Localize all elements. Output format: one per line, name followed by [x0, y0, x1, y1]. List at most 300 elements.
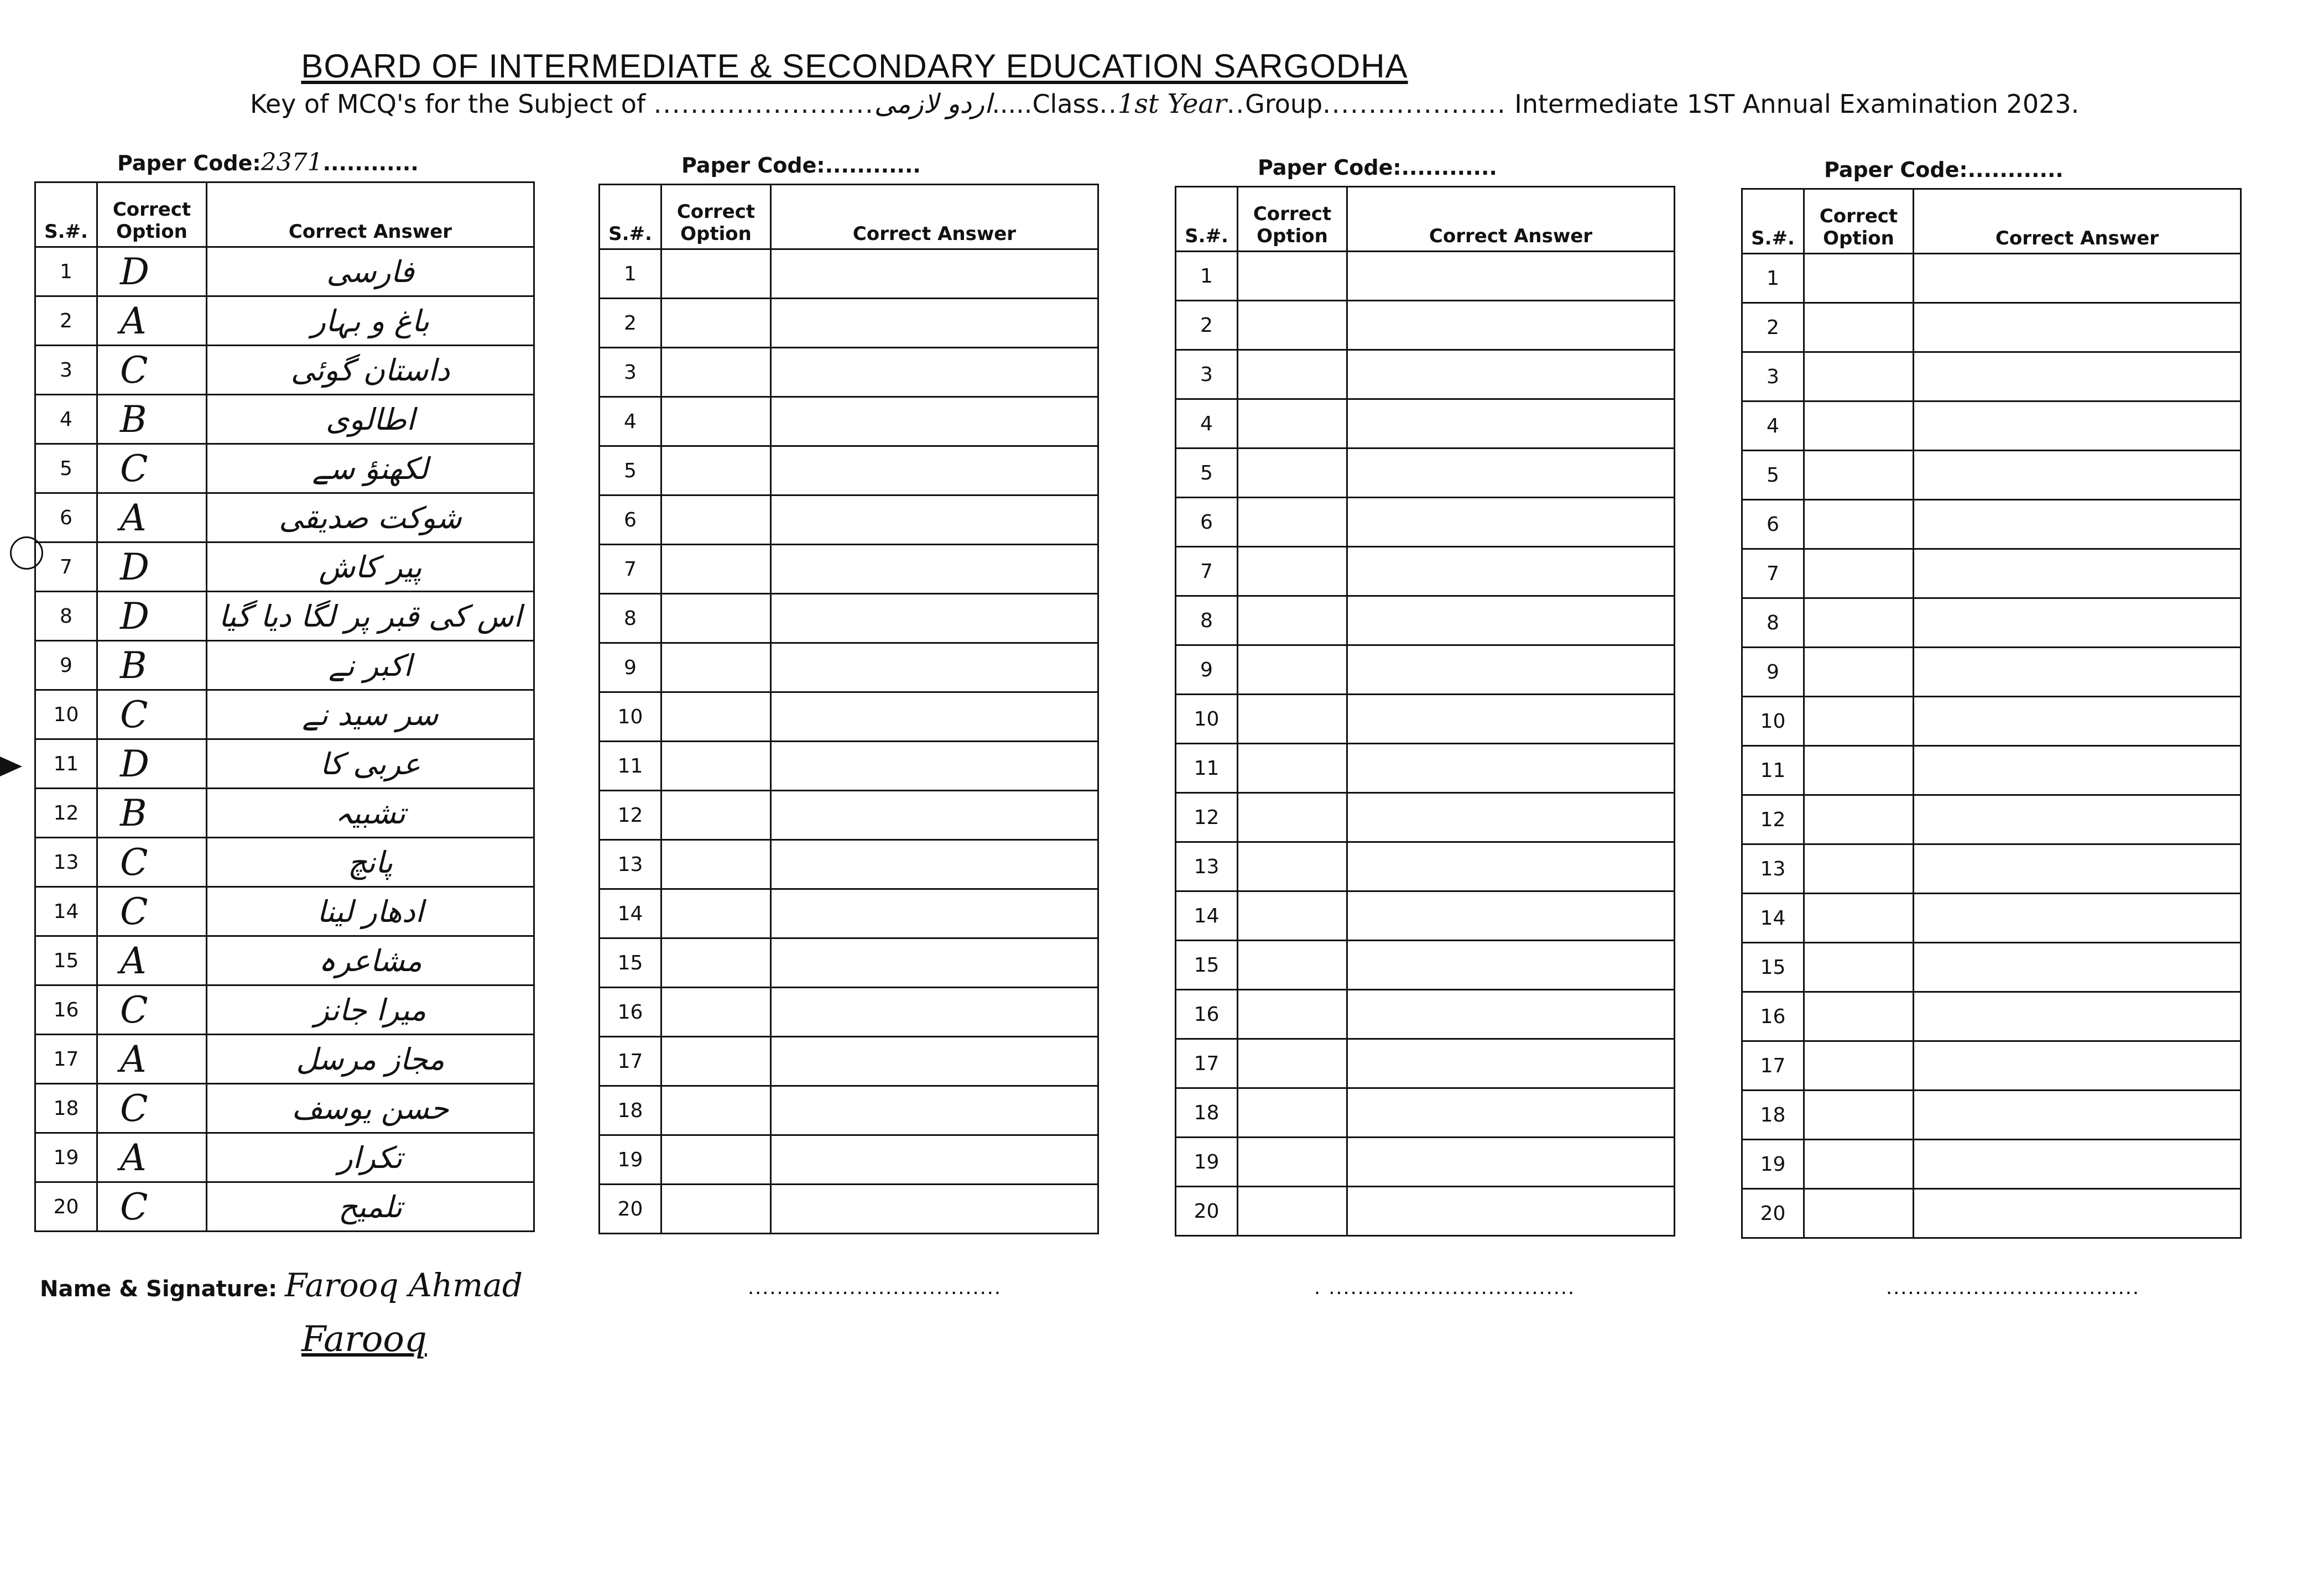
correct-answer — [1347, 793, 1675, 842]
row-number: 19 — [1742, 1140, 1804, 1189]
correct-answer — [1347, 1187, 1675, 1236]
paper-code-label: Paper Code: — [117, 151, 261, 175]
paper-code-label: Paper Code: — [1824, 158, 1968, 182]
correct-option: A — [97, 493, 207, 543]
correct-option — [1238, 350, 1347, 399]
correct-option: D — [97, 739, 207, 789]
table-row — [1742, 992, 2241, 1041]
row-number: 5 — [1742, 451, 1804, 500]
correct-answer — [771, 249, 1098, 299]
table-row — [35, 346, 534, 395]
correct-option — [661, 397, 771, 446]
correct-answer — [771, 643, 1098, 692]
table-row — [35, 1084, 534, 1133]
table-row — [35, 985, 534, 1035]
correct-answer — [1914, 992, 2241, 1041]
row-number: 4 — [600, 397, 661, 446]
row-number: 13 — [1742, 844, 1804, 894]
correct-option — [661, 496, 771, 545]
correct-option — [1238, 399, 1347, 448]
table-row — [1176, 448, 1675, 498]
table-row — [600, 249, 1098, 299]
correct-option — [1804, 1140, 1914, 1189]
subject-line: Key of MCQ's for the Subject of ........................اردو لازمی.....Class..1st Year..Group.................... Intermediate 1ST Annual Examination 2023. — [250, 88, 2080, 119]
correct-option: A — [97, 936, 207, 985]
correct-answer: شوکت صدیقی — [207, 493, 534, 543]
row-number: 10 — [1176, 695, 1238, 744]
correct-answer — [1914, 795, 2241, 844]
correct-answer — [1914, 549, 2241, 598]
table-row — [600, 397, 1098, 446]
board-title: BOARD OF INTERMEDIATE & SECONDARY EDUCATION SARGODHA — [301, 48, 1408, 85]
table-row — [35, 1035, 534, 1084]
table-row — [35, 690, 534, 739]
col-answer-header: Correct Answer — [1347, 187, 1675, 252]
correct-option — [1238, 1187, 1347, 1236]
col-option-header: Correct Option — [661, 185, 771, 249]
correct-answer — [1914, 1041, 2241, 1091]
correct-answer: مجاز مرسل — [207, 1035, 534, 1084]
row-number: 7 — [1176, 547, 1238, 596]
col-option-header: Correct Option — [97, 182, 207, 247]
correct-answer — [1347, 547, 1675, 596]
correct-answer — [1347, 990, 1675, 1039]
correct-option: B — [97, 789, 207, 838]
row-number: 7 — [1742, 549, 1804, 598]
signature-initials: Farooq — [301, 1319, 427, 1360]
correct-answer — [1914, 1140, 2241, 1189]
correct-answer — [771, 791, 1098, 840]
table-row — [35, 592, 534, 641]
row-number: 18 — [600, 1086, 661, 1135]
table-row — [1176, 891, 1675, 941]
correct-option — [661, 594, 771, 643]
col-option-header: Correct Option — [1238, 187, 1347, 252]
correct-option — [661, 348, 771, 397]
group-label: Group — [1245, 89, 1323, 119]
table-row — [1742, 746, 2241, 795]
answer-panel — [598, 153, 1099, 1234]
correct-answer — [1914, 746, 2241, 795]
row-number: 2 — [1742, 303, 1804, 352]
row-number: 3 — [1742, 352, 1804, 401]
correct-answer — [1914, 303, 2241, 352]
correct-answer — [1914, 598, 2241, 648]
table-row — [35, 887, 534, 936]
correct-option — [661, 692, 771, 742]
col-sno-header: S.#. — [600, 185, 661, 249]
row-number: 20 — [1742, 1189, 1804, 1238]
correct-answer — [1914, 451, 2241, 500]
table-row — [1176, 399, 1675, 448]
table-row — [600, 348, 1098, 397]
table-row — [1742, 1189, 2241, 1238]
table-row — [35, 543, 534, 592]
signature-blank-2: ................................... — [748, 1275, 1002, 1299]
correct-option — [1238, 252, 1347, 301]
col-answer-header: Correct Answer — [1914, 189, 2241, 254]
table-row — [35, 838, 534, 887]
correct-answer — [771, 446, 1098, 496]
row-number: 11 — [35, 739, 97, 789]
row-number: 13 — [1176, 842, 1238, 891]
row-number: 15 — [1742, 943, 1804, 992]
correct-option — [1804, 254, 1914, 303]
correct-answer — [771, 692, 1098, 742]
correct-answer — [1347, 596, 1675, 645]
table-row — [35, 296, 534, 346]
row-number: 4 — [1176, 399, 1238, 448]
signature-label: Name & Signature: — [40, 1276, 278, 1302]
row-number: 9 — [35, 641, 97, 690]
correct-option — [1804, 1091, 1914, 1140]
correct-option — [1238, 547, 1347, 596]
table-row — [1742, 844, 2241, 894]
table-row — [1742, 500, 2241, 549]
correct-option — [661, 1135, 771, 1185]
table-row — [35, 789, 534, 838]
correct-answer — [771, 594, 1098, 643]
row-number: 15 — [1176, 941, 1238, 990]
correct-answer — [771, 840, 1098, 889]
correct-answer: باغ و بہار — [207, 296, 534, 346]
table-row — [1176, 990, 1675, 1039]
table-row — [1176, 498, 1675, 547]
correct-option: C — [97, 444, 207, 493]
paper-code: Paper Code:2371............ — [117, 148, 419, 176]
row-number: 19 — [600, 1135, 661, 1185]
table-row — [1176, 744, 1675, 793]
table-row — [1176, 842, 1675, 891]
correct-answer — [1914, 697, 2241, 746]
correct-answer: تشبیہ — [207, 789, 534, 838]
correct-answer — [1347, 1138, 1675, 1187]
row-number: 11 — [1742, 746, 1804, 795]
correct-answer — [771, 988, 1098, 1037]
table-row — [600, 594, 1098, 643]
table-row — [1176, 252, 1675, 301]
correct-answer — [1347, 350, 1675, 399]
col-sno-header: S.#. — [1176, 187, 1238, 252]
margin-arrow-mark — [0, 757, 22, 776]
correct-option — [1804, 697, 1914, 746]
row-number: 17 — [35, 1035, 97, 1084]
correct-option — [1804, 648, 1914, 697]
row-number: 17 — [1176, 1039, 1238, 1088]
table-row — [35, 739, 534, 789]
row-number: 18 — [1742, 1091, 1804, 1140]
correct-answer — [1347, 1039, 1675, 1088]
row-number: 17 — [600, 1037, 661, 1086]
row-number: 13 — [600, 840, 661, 889]
correct-answer — [1347, 498, 1675, 547]
table-row — [600, 643, 1098, 692]
correct-option: C — [97, 985, 207, 1035]
correct-answer — [771, 1135, 1098, 1185]
correct-option — [1804, 746, 1914, 795]
correct-answer — [771, 1086, 1098, 1135]
row-number: 14 — [35, 887, 97, 936]
table-row — [1742, 254, 2241, 303]
correct-answer — [1914, 254, 2241, 303]
table-row — [35, 641, 534, 690]
row-number: 9 — [1176, 645, 1238, 695]
correct-answer — [1347, 645, 1675, 695]
correct-option — [661, 791, 771, 840]
row-number: 7 — [35, 543, 97, 592]
row-number: 12 — [35, 789, 97, 838]
correct-option: C — [97, 838, 207, 887]
correct-answer — [1347, 941, 1675, 990]
row-number: 3 — [1176, 350, 1238, 399]
correct-answer: اکبر نے — [207, 641, 534, 690]
correct-answer — [771, 938, 1098, 988]
correct-option — [661, 1086, 771, 1135]
correct-option — [661, 1037, 771, 1086]
table-row — [1742, 648, 2241, 697]
subject-value: اردو لازمی — [874, 88, 992, 119]
correct-answer — [771, 496, 1098, 545]
row-number: 6 — [1742, 500, 1804, 549]
table-row — [600, 692, 1098, 742]
table-row — [1742, 549, 2241, 598]
row-number: 10 — [35, 690, 97, 739]
table-row — [1742, 1091, 2241, 1140]
class-value: 1st Year — [1117, 88, 1227, 119]
correct-answer — [1914, 500, 2241, 549]
row-number: 16 — [1742, 992, 1804, 1041]
row-number: 1 — [1176, 252, 1238, 301]
correct-answer — [1914, 894, 2241, 943]
correct-answer — [1347, 399, 1675, 448]
correct-option — [1238, 596, 1347, 645]
correct-answer — [1347, 252, 1675, 301]
correct-answer — [1347, 744, 1675, 793]
correct-option — [661, 299, 771, 348]
table-row — [1176, 695, 1675, 744]
answer-table — [598, 184, 1099, 1234]
row-number: 1 — [1742, 254, 1804, 303]
correct-answer: پیر کاش — [207, 543, 534, 592]
correct-option: A — [97, 1035, 207, 1084]
table-row — [600, 1135, 1098, 1185]
table-row — [1742, 352, 2241, 401]
correct-option — [1804, 401, 1914, 451]
row-number: 15 — [600, 938, 661, 988]
table-row — [1176, 596, 1675, 645]
answer-table — [1741, 188, 2242, 1239]
correct-answer: حسن یوسف — [207, 1084, 534, 1133]
table-row — [1742, 697, 2241, 746]
row-number: 3 — [600, 348, 661, 397]
correct-answer — [771, 1037, 1098, 1086]
row-number: 4 — [35, 395, 97, 444]
correct-option — [661, 938, 771, 988]
correct-option — [1804, 303, 1914, 352]
row-number: 14 — [1176, 891, 1238, 941]
correct-option: D — [97, 247, 207, 296]
row-number: 8 — [35, 592, 97, 641]
correct-option — [661, 643, 771, 692]
row-number: 19 — [35, 1133, 97, 1182]
answer-panel — [1175, 155, 1675, 1237]
correct-option: C — [97, 690, 207, 739]
row-number: 1 — [600, 249, 661, 299]
correct-answer — [1347, 448, 1675, 498]
row-number: 9 — [600, 643, 661, 692]
row-number: 12 — [600, 791, 661, 840]
signature-row — [40, 1266, 523, 1304]
correct-option — [661, 988, 771, 1037]
correct-option — [1238, 301, 1347, 350]
table-row — [35, 1133, 534, 1182]
correct-option: C — [97, 346, 207, 395]
table-row — [1176, 1138, 1675, 1187]
table-row — [600, 1086, 1098, 1135]
correct-answer — [1914, 1091, 2241, 1140]
correct-answer — [1914, 844, 2241, 894]
row-number: 19 — [1176, 1138, 1238, 1187]
paper-code: Paper Code:............ — [681, 153, 921, 178]
correct-option — [1238, 891, 1347, 941]
row-number: 10 — [1742, 697, 1804, 746]
row-number: 8 — [600, 594, 661, 643]
correct-option — [1804, 795, 1914, 844]
col-sno-header: S.#. — [1742, 189, 1804, 254]
answer-table — [34, 181, 535, 1232]
correct-option — [1804, 1189, 1914, 1238]
table-row — [600, 496, 1098, 545]
correct-option — [1238, 498, 1347, 547]
correct-option: D — [97, 543, 207, 592]
table-row — [1176, 547, 1675, 596]
table-row — [600, 742, 1098, 791]
row-number: 5 — [35, 444, 97, 493]
table-row — [1742, 401, 2241, 451]
signature-name: Farooq Ahmad — [285, 1266, 523, 1304]
table-row — [1176, 645, 1675, 695]
correct-option: A — [97, 296, 207, 346]
correct-option — [1804, 844, 1914, 894]
correct-option — [661, 889, 771, 938]
correct-answer — [1347, 842, 1675, 891]
table-row — [600, 791, 1098, 840]
exam-name: Intermediate 1ST Annual Examination 2023. — [1514, 89, 2080, 119]
table-row — [600, 938, 1098, 988]
row-number: 16 — [35, 985, 97, 1035]
row-number: 5 — [1176, 448, 1238, 498]
table-row — [35, 936, 534, 985]
correct-answer — [1347, 695, 1675, 744]
row-number: 12 — [1176, 793, 1238, 842]
correct-option — [661, 545, 771, 594]
correct-answer: تکرار — [207, 1133, 534, 1182]
correct-answer: اس کی قبر پر لگا دیا گیا — [207, 592, 534, 641]
row-number: 6 — [600, 496, 661, 545]
table-row — [600, 889, 1098, 938]
row-number: 4 — [1742, 401, 1804, 451]
col-answer-header: Correct Answer — [207, 182, 534, 247]
correct-option: B — [97, 395, 207, 444]
row-number: 14 — [1742, 894, 1804, 943]
row-number: 5 — [600, 446, 661, 496]
correct-option — [661, 446, 771, 496]
row-number: 15 — [35, 936, 97, 985]
correct-option — [1804, 549, 1914, 598]
correct-option — [1238, 1138, 1347, 1187]
row-number: 20 — [600, 1185, 661, 1234]
correct-answer — [771, 1185, 1098, 1234]
correct-answer: پانچ — [207, 838, 534, 887]
table-row — [1176, 1039, 1675, 1088]
table-row — [1742, 598, 2241, 648]
correct-answer — [771, 889, 1098, 938]
correct-option — [1238, 645, 1347, 695]
answer-panel — [1741, 158, 2242, 1239]
correct-option — [1238, 1039, 1347, 1088]
row-number: 11 — [1176, 744, 1238, 793]
correct-option — [1238, 990, 1347, 1039]
table-row — [600, 840, 1098, 889]
table-row — [35, 395, 534, 444]
correct-answer: ادھار لینا — [207, 887, 534, 936]
correct-answer: لکھنؤ سے — [207, 444, 534, 493]
correct-answer: فارسی — [207, 247, 534, 296]
correct-answer — [1914, 352, 2241, 401]
row-number: 16 — [1176, 990, 1238, 1039]
correct-answer — [771, 397, 1098, 446]
row-number: 20 — [1176, 1187, 1238, 1236]
row-number: 2 — [600, 299, 661, 348]
table-row — [1176, 793, 1675, 842]
row-number: 14 — [600, 889, 661, 938]
class-label: Class — [1032, 89, 1100, 119]
correct-option: C — [97, 1084, 207, 1133]
col-answer-header: Correct Answer — [771, 185, 1098, 249]
correct-option — [1804, 500, 1914, 549]
row-number: 16 — [600, 988, 661, 1037]
table-row — [600, 1185, 1098, 1234]
table-row — [35, 493, 534, 543]
row-number: 2 — [35, 296, 97, 346]
table-row — [1176, 1088, 1675, 1138]
table-row — [1742, 943, 2241, 992]
correct-option — [1804, 451, 1914, 500]
table-row — [600, 545, 1098, 594]
correct-option: D — [97, 592, 207, 641]
correct-option — [1804, 352, 1914, 401]
correct-answer — [771, 545, 1098, 594]
table-row — [1176, 301, 1675, 350]
correct-option — [661, 1185, 771, 1234]
row-number: 1 — [35, 247, 97, 296]
table-row — [600, 446, 1098, 496]
correct-answer — [1914, 401, 2241, 451]
correct-answer — [1347, 301, 1675, 350]
correct-option — [1238, 695, 1347, 744]
table-row — [1742, 795, 2241, 844]
correct-answer — [771, 348, 1098, 397]
table-row — [1742, 1140, 2241, 1189]
row-number: 8 — [1742, 598, 1804, 648]
paper-code-label: Paper Code: — [681, 153, 825, 178]
row-number: 18 — [35, 1084, 97, 1133]
row-number: 7 — [600, 545, 661, 594]
correct-option — [1238, 793, 1347, 842]
correct-option — [661, 742, 771, 791]
correct-answer: عربی کا — [207, 739, 534, 789]
row-number: 18 — [1176, 1088, 1238, 1138]
